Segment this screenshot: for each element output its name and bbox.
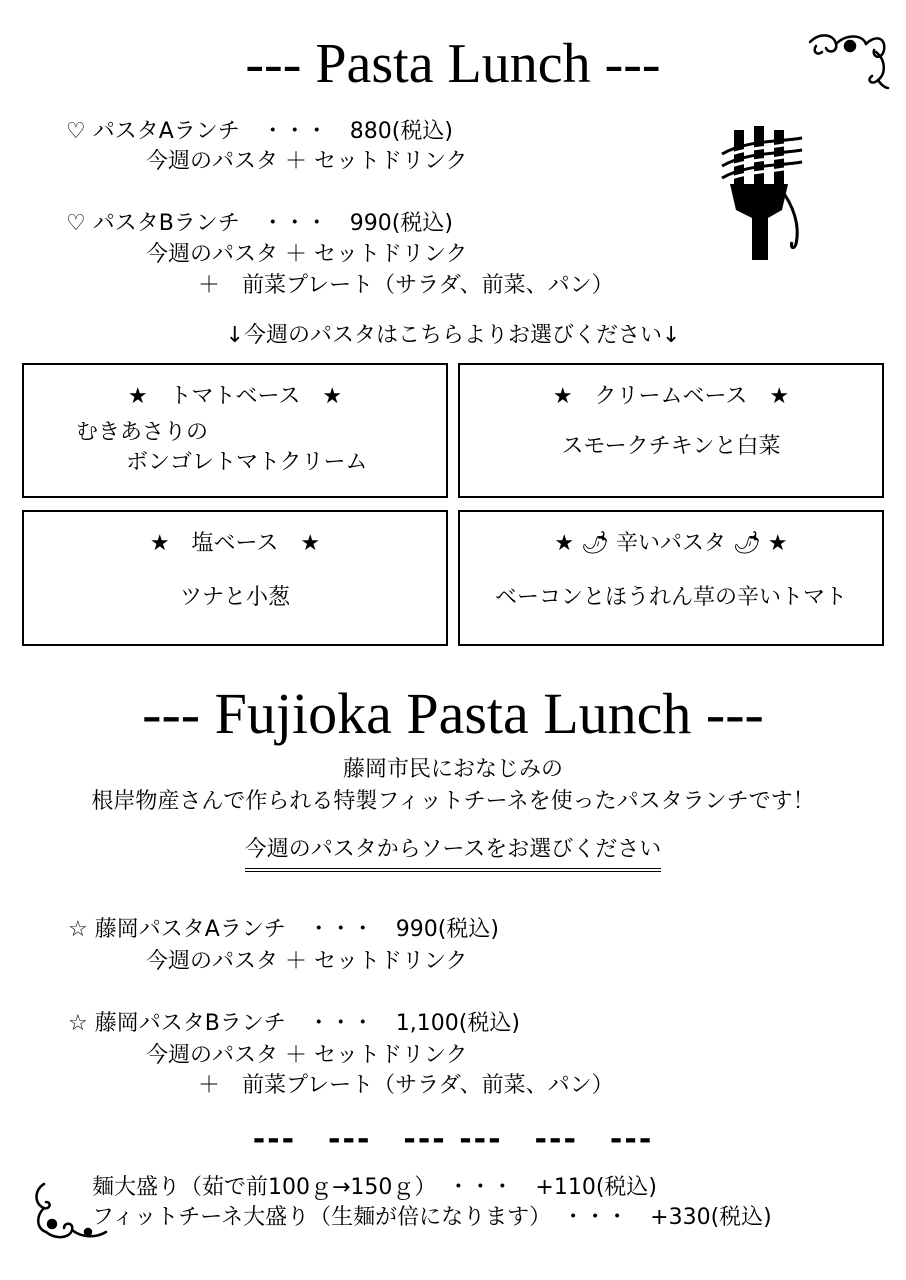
menu-box-spicy: [458, 510, 884, 646]
fork-pasta-icon: [720, 126, 806, 262]
extra-fettuccine-large: フィットチーネ大盛り（生麺が倍になります） ・・・ +330(税込): [92, 1205, 772, 1230]
box-tomato-line1: むきあさりの: [76, 420, 209, 445]
choose-note-2: 今週のパスタからソースをお選びください: [245, 837, 661, 872]
section2-title: --- Fujioka Pasta Lunch ---: [142, 681, 764, 746]
box-spicy-line1: ベーコンとほうれん草の辛いトマト: [494, 585, 847, 610]
ornament-bottom-left-icon: [30, 1180, 110, 1242]
choose-note-2-wrap: [0, 832, 906, 863]
lunch-a-name: ♡ パスタAランチ ・・・ 880(税込): [66, 119, 453, 144]
choose-note-1: ↓今週のパスタはこちらよりお選びください↓: [225, 323, 681, 348]
box-salt-title: ★ 塩ベース ★: [149, 531, 321, 556]
lunch-b-desc1: 今週のパスタ ＋ セットドリンク: [146, 242, 468, 267]
fujioka-b-desc2: ＋ 前菜プレート（サラダ、前菜、パン）: [198, 1073, 614, 1098]
menu-box-salt: [22, 510, 448, 646]
lunch-a-desc: 今週のパスタ ＋ セットドリンク: [146, 149, 468, 174]
section1-title: --- Pasta Lunch ---: [245, 33, 661, 95]
section2-intro2: 根岸物産さんで作られる特製フィットチーネを使ったパスタランチです！: [91, 789, 815, 814]
separator-dashes: --- --- --- --- --- ---: [252, 1122, 654, 1157]
lunch-b-name: ♡ パスタBランチ ・・・ 990(税込): [66, 211, 453, 236]
fujioka-a-name: ☆ 藤岡パスタAランチ ・・・ 990(税込): [68, 917, 499, 942]
fujioka-b-name: ☆ 藤岡パスタBランチ ・・・ 1,100(税込): [68, 1011, 520, 1036]
menu-box-cream: [458, 363, 884, 498]
box-tomato-title: ★ トマトベース ★: [127, 384, 343, 409]
box-spicy-title: ★ 🌶 辛いパスタ 🌶 ★: [554, 531, 788, 556]
menu-box-tomato: [22, 363, 448, 498]
fujioka-b-desc1: 今週のパスタ ＋ セットドリンク: [146, 1043, 468, 1068]
box-cream-title: ★ クリームベース ★: [552, 384, 790, 409]
box-cream-line1: スモークチキンと白菜: [561, 434, 781, 459]
box-tomato-line2: ボンゴレトマトクリーム: [126, 450, 368, 475]
box-salt-line1: ツナと小葱: [179, 585, 290, 610]
section2-intro1: 藤岡市民におなじみの: [342, 757, 563, 782]
lunch-b-desc2: ＋ 前菜プレート（サラダ、前菜、パン）: [198, 273, 614, 298]
extra-noodle-large: 麺大盛り（茹で前100ｇ→150ｇ） ・・・ +110(税込): [92, 1175, 658, 1200]
fujioka-a-desc: 今週のパスタ ＋ セットドリンク: [146, 949, 468, 974]
